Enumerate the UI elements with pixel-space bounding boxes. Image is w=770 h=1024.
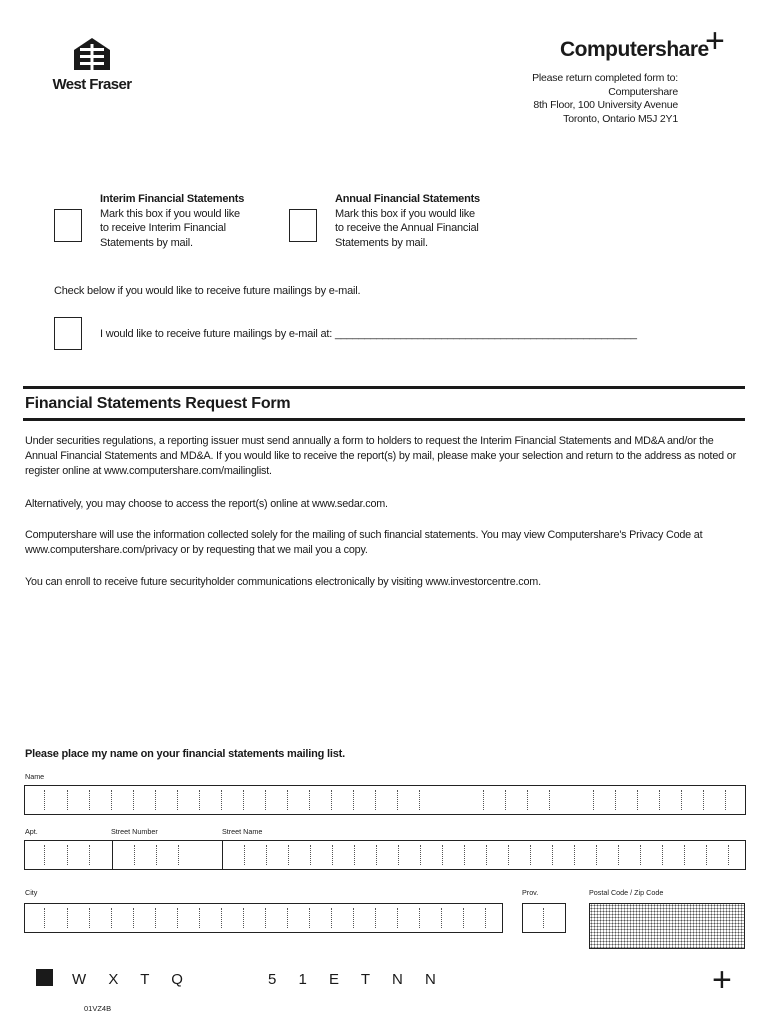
field-cell-divider: [221, 790, 222, 810]
computershare-logo: Computershare: [560, 38, 709, 61]
annual-option-text: [335, 192, 480, 250]
field-cell-divider: [505, 790, 506, 810]
field-cell-divider: [222, 841, 223, 869]
annual-option-line: Mark this box if you would like: [335, 207, 475, 220]
postal-code-field[interactable]: [589, 903, 745, 949]
field-cell-divider: [397, 790, 398, 810]
street-number-label: Street Number: [111, 827, 158, 836]
field-cell-divider: [287, 908, 288, 928]
field-cell-divider: [703, 790, 704, 810]
field-cell-divider: [681, 790, 682, 810]
field-cell-divider: [659, 790, 660, 810]
field-cell-divider: [309, 908, 310, 928]
prov-label: Prov.: [522, 888, 539, 897]
field-cell-divider: [111, 790, 112, 810]
field-cell-divider: [662, 845, 663, 865]
field-cell-divider: [89, 790, 90, 810]
field-cell-divider: [287, 790, 288, 810]
field-cell-divider: [44, 908, 45, 928]
return-line: 8th Floor, 100 University Avenue: [533, 99, 678, 112]
west-fraser-wordmark: West Fraser: [52, 76, 132, 93]
field-cell-divider: [353, 908, 354, 928]
field-cell-divider: [530, 845, 531, 865]
field-cell-divider: [420, 845, 421, 865]
field-cell-divider: [156, 845, 157, 865]
field-cell-divider: [375, 908, 376, 928]
field-cell-divider: [310, 845, 311, 865]
field-cell-divider: [133, 908, 134, 928]
return-line: Computershare: [608, 85, 678, 98]
email-intro-text: Check below if you would like to receive future mailings by e-mail.: [54, 285, 361, 297]
field-cell-divider: [574, 845, 575, 865]
name-label: Name: [25, 772, 45, 781]
interim-option-line: Mark this box if you would like: [100, 207, 240, 220]
field-cell-divider: [464, 845, 465, 865]
address-field[interactable]: [24, 840, 746, 870]
field-cell-divider: [67, 845, 68, 865]
field-cell-divider: [199, 790, 200, 810]
postal-code-label: Postal Code / Zip Code: [589, 888, 664, 897]
field-cell-divider: [640, 845, 641, 865]
field-cell-divider: [199, 908, 200, 928]
form-paragraph: You can enroll to receive future securityholder communications electronically by visiting www.investorcentre.com.: [25, 576, 541, 588]
form-paragraph: Alternatively, you may choose to access the report(s) online at www.sedar.com.: [25, 498, 388, 510]
field-cell-divider: [244, 845, 245, 865]
field-cell-divider: [134, 845, 135, 865]
field-cell-divider: [596, 845, 597, 865]
field-cell-divider: [89, 845, 90, 865]
field-cell-divider: [112, 841, 113, 869]
field-cell-divider: [543, 908, 544, 928]
annual-option-line: Statements by mail.: [335, 236, 428, 249]
field-cell-divider: [155, 790, 156, 810]
form-paragraph: Computershare will use the information collected solely for the mailing of such financial statements. You may view Computershare's Privacy Code at www.computershare.com/privacy or by requesting that we mail you a copy.: [25, 529, 703, 556]
field-cell-divider: [419, 908, 420, 928]
field-cell-divider: [353, 790, 354, 810]
province-field[interactable]: [522, 903, 566, 933]
field-cell-divider: [549, 790, 550, 810]
field-cell-divider: [354, 845, 355, 865]
west-fraser-emblem-icon: [72, 36, 112, 72]
field-cell-divider: [376, 845, 377, 865]
form-id: 01VZ4B: [84, 1004, 112, 1013]
field-cell-divider: [243, 790, 244, 810]
field-cell-divider: [463, 908, 464, 928]
field-cell-divider: [177, 790, 178, 810]
field-cell-divider: [684, 845, 685, 865]
field-cell-divider: [419, 790, 420, 810]
field-cell-divider: [618, 845, 619, 865]
field-cell-divider: [331, 790, 332, 810]
name-field[interactable]: [24, 785, 746, 815]
field-cell-divider: [483, 790, 484, 810]
registration-square-mark: [36, 969, 53, 986]
field-cell-divider: [615, 790, 616, 810]
field-cell-divider: [265, 908, 266, 928]
field-cell-divider: [177, 908, 178, 928]
field-cell-divider: [375, 790, 376, 810]
city-label: City: [25, 888, 38, 897]
field-cell-divider: [243, 908, 244, 928]
field-cell-divider: [178, 845, 179, 865]
footer-code-middle: 5 1 E T N N: [268, 971, 445, 988]
annual-option-title: Annual Financial Statements: [335, 193, 480, 205]
interim-option-text: [100, 192, 244, 250]
field-cell-divider: [111, 908, 112, 928]
field-cell-divider: [637, 790, 638, 810]
email-address-line[interactable]: I would like to receive future mailings by e-mail at: ___________________________________________________: [100, 328, 637, 340]
interim-option-title: Interim Financial Statements: [100, 193, 245, 205]
field-cell-divider: [331, 908, 332, 928]
field-cell-divider: [486, 845, 487, 865]
field-cell-divider: [133, 790, 134, 810]
form-paragraph: Under securities regulations, a reporting issuer must send annually a form to holders to request the Interim Financial Statements and MD&A and/or the Annual Financial Statements and MD&A. If you would like to receive the report(s) by mail, please make your selection and return to the address as noted or register online at www.computershare.com/mailinglist.: [25, 435, 736, 477]
field-cell-divider: [89, 908, 90, 928]
interim-statements-checkbox[interactable]: [54, 209, 82, 242]
field-cell-divider: [397, 908, 398, 928]
field-cell-divider: [725, 790, 726, 810]
field-cell-divider: [155, 908, 156, 928]
annual-option-line: to receive the Annual Financial: [335, 222, 479, 235]
field-cell-divider: [67, 790, 68, 810]
field-cell-divider: [288, 845, 289, 865]
west-fraser-logo: [50, 36, 134, 93]
return-heading: Please return completed form to:: [532, 72, 678, 84]
title-rule-bottom: [23, 418, 745, 421]
return-address-block: [532, 72, 678, 126]
field-cell-divider: [221, 908, 222, 928]
annual-statements-checkbox[interactable]: [289, 209, 317, 242]
field-cell-divider: [706, 845, 707, 865]
field-cell-divider: [441, 908, 442, 928]
field-cell-divider: [44, 845, 45, 865]
field-cell-divider: [728, 845, 729, 865]
apt-label: Apt.: [25, 827, 38, 836]
registration-plus-mark-bottom: +: [712, 961, 732, 999]
field-cell-divider: [266, 845, 267, 865]
street-name-label: Street Name: [222, 827, 263, 836]
field-cell-divider: [442, 845, 443, 865]
email-mailings-checkbox[interactable]: [54, 317, 82, 350]
field-cell-divider: [593, 790, 594, 810]
title-rule-top: [23, 386, 745, 389]
city-field[interactable]: [24, 903, 503, 933]
field-cell-divider: [552, 845, 553, 865]
field-cell-divider: [508, 845, 509, 865]
mailing-list-heading: Please place my name on your financial statements mailing list.: [25, 748, 345, 760]
field-cell-divider: [485, 908, 486, 928]
return-line: Toronto, Ontario M5J 2Y1: [563, 112, 678, 125]
field-cell-divider: [527, 790, 528, 810]
field-cell-divider: [309, 790, 310, 810]
footer-code-left: W X T Q: [72, 971, 192, 988]
field-cell-divider: [265, 790, 266, 810]
form-title: Financial Statements Request Form: [25, 395, 291, 412]
field-cell-divider: [332, 845, 333, 865]
registration-plus-mark-top: +: [705, 22, 725, 60]
field-cell-divider: [398, 845, 399, 865]
field-cell-divider: [67, 908, 68, 928]
interim-option-line: Statements by mail.: [100, 236, 193, 249]
interim-option-line: to receive Interim Financial: [100, 222, 226, 235]
field-cell-divider: [44, 790, 45, 810]
